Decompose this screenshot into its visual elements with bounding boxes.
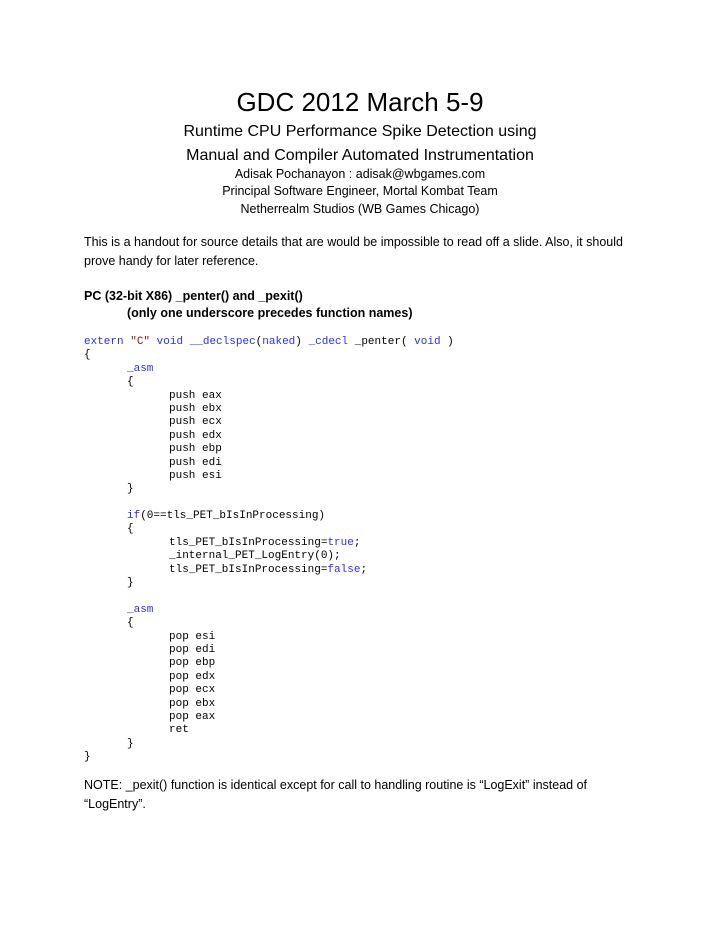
code-set-false-line bbox=[84, 564, 644, 577]
section-subheading: (only one underscore precedes function names) bbox=[127, 306, 413, 320]
code-blank-line bbox=[84, 590, 644, 603]
studio-line: Netherrealm Studios (WB Games Chicago) bbox=[240, 202, 480, 216]
code-line: _asm bbox=[127, 362, 154, 375]
code-line: pop edx bbox=[169, 670, 216, 683]
code-blank-line bbox=[84, 497, 644, 510]
note-paragraph bbox=[84, 776, 644, 814]
code-string: "C" bbox=[130, 336, 151, 348]
code-line: push ecx bbox=[169, 416, 222, 429]
code-line: push edx bbox=[169, 429, 222, 442]
code-if-line bbox=[84, 510, 644, 523]
code-line: { bbox=[84, 349, 91, 362]
code-keyword: if bbox=[127, 510, 141, 523]
code-text: _penter( bbox=[354, 336, 408, 348]
code-keyword: __declspec bbox=[189, 336, 256, 348]
code-line: push esi bbox=[169, 469, 222, 482]
code-line: pop ebx bbox=[169, 697, 216, 710]
code-line: _asm bbox=[127, 603, 154, 616]
code-line: } bbox=[127, 483, 134, 496]
code-signature-line bbox=[84, 336, 644, 349]
code-line: { bbox=[127, 617, 134, 630]
note-line-2: “LogEntry”. bbox=[84, 797, 146, 811]
code-line: push eax bbox=[169, 389, 222, 402]
code-line: } bbox=[84, 751, 91, 764]
author-line: Adisak Pochanayon : adisak@wbgames.com bbox=[234, 167, 486, 181]
code-keyword: naked bbox=[262, 336, 296, 348]
code-text: ) bbox=[295, 336, 302, 348]
code-line: push edi bbox=[169, 456, 222, 469]
note-line-1: NOTE: _pexit() function is identical except for call to handling routine is “LogExit” instead of bbox=[84, 778, 588, 792]
code-keyword: false bbox=[327, 563, 361, 576]
code-line: _internal_PET_LogEntry(0); bbox=[169, 550, 341, 563]
role-line: Principal Software Engineer, Mortal Kombat Team bbox=[222, 184, 498, 198]
code-text: (0==tls_PET_bIsInProcessing) bbox=[140, 510, 326, 523]
code-text: tls_PET_bIsInProcessing= bbox=[169, 563, 328, 576]
subtitle-line-2: Manual and Compiler Automated Instrumentation bbox=[186, 147, 534, 164]
code-text: ; bbox=[353, 536, 361, 549]
code-text: ( bbox=[255, 336, 263, 348]
code-listing bbox=[84, 336, 644, 765]
code-line: pop ecx bbox=[169, 684, 216, 697]
code-line: pop ebp bbox=[169, 657, 216, 670]
code-keyword: _cdecl bbox=[308, 336, 349, 348]
code-text: tls_PET_bIsInProcessing= bbox=[169, 536, 328, 549]
section-heading: PC (32-bit X86) _penter() and _pexit() bbox=[84, 289, 303, 303]
subtitle-line-1: Runtime CPU Performance Spike Detection using bbox=[183, 123, 537, 140]
code-line: } bbox=[127, 737, 134, 750]
code-line: { bbox=[127, 376, 134, 389]
code-keyword: extern bbox=[84, 336, 124, 348]
code-line: pop eax bbox=[169, 710, 216, 723]
code-keyword: true bbox=[327, 536, 354, 549]
code-line: ret bbox=[169, 724, 189, 737]
document-title: GDC 2012 March 5-9 bbox=[236, 87, 484, 117]
intro-paragraph: This is a handout for source details that are would be impossible to read off a slide. Also, it should prove handy for later reference. bbox=[84, 235, 623, 268]
code-line: push ebp bbox=[169, 443, 222, 456]
code-line: pop edi bbox=[169, 643, 216, 656]
code-line: pop esi bbox=[169, 630, 216, 643]
code-text: ; bbox=[360, 563, 368, 576]
code-text: ) bbox=[447, 336, 454, 348]
code-line: } bbox=[127, 577, 134, 590]
code-line: push ebx bbox=[169, 402, 222, 415]
code-line: { bbox=[127, 523, 134, 536]
code-keyword: void bbox=[414, 336, 441, 348]
code-keyword: void bbox=[156, 336, 184, 348]
code-set-true-line bbox=[84, 537, 644, 550]
